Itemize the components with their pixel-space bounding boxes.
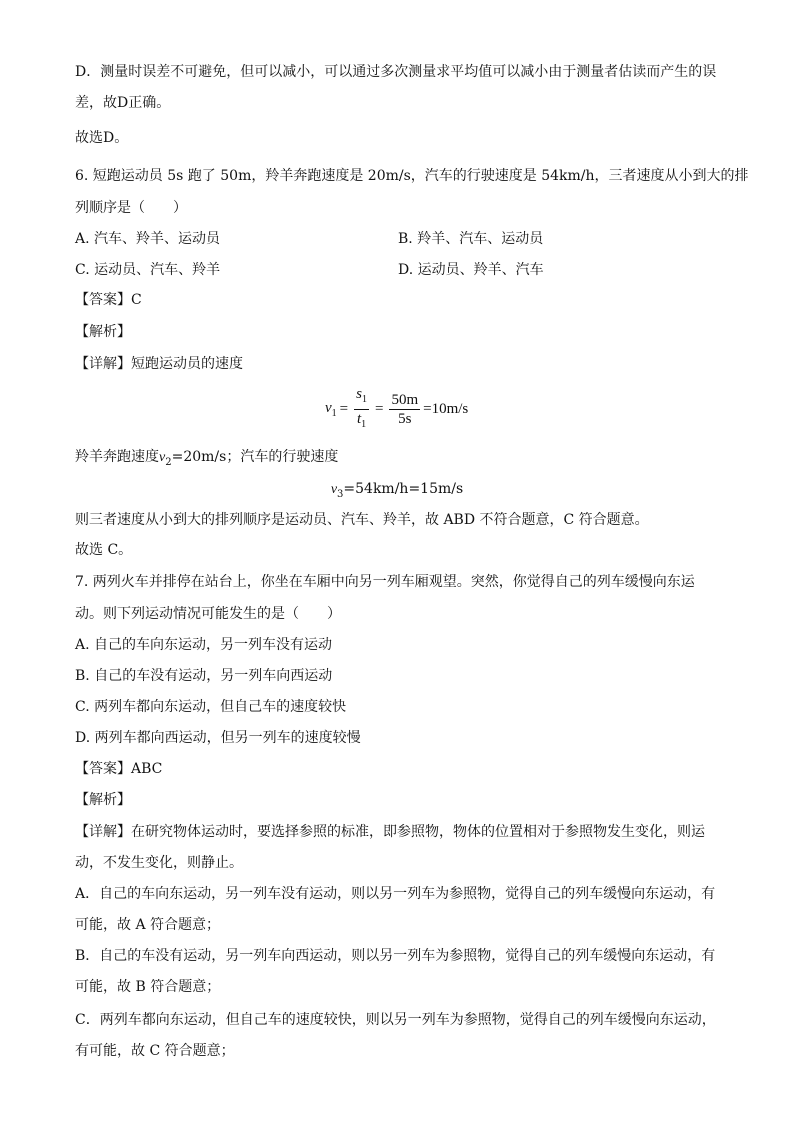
explanation-b: B．自己的车没有运动，另一列车向西运动，则以另一列车为参照物，觉得自己的列车缓慢向东运动，有: [75, 948, 716, 964]
question-6-stem: 6. 短跑运动员 5s 跑了 50m，羚羊奔跑速度是 20m/s，汽车的行驶速度是 54km/h，三者速度从小到大的排: [75, 168, 749, 184]
option-c: C. 运动员、汽车、羚羊: [75, 262, 221, 278]
option-c: C. 两列车都向东运动，但自己车的速度较快: [75, 699, 347, 715]
question-6-stem: 列顺序是（ ）: [75, 200, 187, 216]
formula-result: =10m/s: [423, 400, 469, 417]
detail-text: 【详解】在研究物体运动时，要选择参照的标准，即参照物，物体的位置相对于参照物发生变化，则运: [75, 824, 705, 840]
text-line: 故选D。: [75, 130, 129, 146]
option-b: B. 自己的车没有运动，另一列车向西运动: [75, 668, 333, 684]
option-a: A. 汽车、羚羊、运动员: [75, 231, 221, 247]
explanation-c: C．两列车都向东运动，但自己车的速度较快，则以另一列车为参照物，觉得自己的列车缓慢向东运动，: [75, 1012, 716, 1028]
explanation-b: 可能，故 B 符合题意；: [75, 979, 221, 995]
option-a: A. 自己的车向东运动，另一列车没有运动: [75, 637, 333, 653]
detail-text: 动，不发生变化，则静止。: [75, 855, 243, 871]
formula-lhs: $v_1$: [325, 399, 337, 419]
question-7-stem: 7. 两列火车并排停在站台上，你坐在车厢中向另一列车厢观望。突然，你觉得自己的列车缓慢向东运: [75, 574, 695, 590]
analysis-label: 【解析】: [75, 324, 131, 340]
text-line: 差，故D正确。: [75, 95, 171, 111]
explanation-a: A．自己的车向东运动，另一列车没有运动，则以另一列车为参照物，觉得自己的列车缓慢向东运动，有: [75, 886, 716, 902]
option-d: D. 运动员、羚羊、汽车: [398, 262, 544, 278]
equals-sign: =: [374, 400, 384, 417]
question-7-stem: 动。则下列运动情况可能发生的是（ ）: [75, 606, 341, 622]
text-line: D．测量时误差不可避免，但可以减小，可以通过多次测量求平均值可以减小由于测量者估读而产生的误: [75, 64, 717, 80]
text-line: 羚羊奔跑速度$v_2=20m/s$；汽车的行驶速度: [75, 449, 339, 468]
explanation-c: 有可能，故 C 符合题意；: [75, 1043, 235, 1059]
answer-label: 【答案】C: [75, 292, 142, 308]
detail-text: 【详解】短跑运动员的速度: [75, 356, 243, 372]
velocity-formula: [325, 386, 468, 432]
option-d: D. 两列车都向西运动，但另一列车的速度较慢: [75, 730, 361, 746]
equals-sign: =: [339, 400, 349, 417]
analysis-label: 【解析】: [75, 792, 131, 808]
equation-v3: $v_3=54km/h=15m/s$: [330, 481, 464, 500]
text-line: 则三者速度从小到大的排列顺序是运动员、汽车、羚羊，故 ABD 不符合题意，C 符合题意。: [75, 512, 649, 528]
option-b: B. 羚羊、汽车、运动员: [398, 231, 544, 247]
fraction-values: $\frac{50m}{5s}$: [391, 391, 419, 427]
explanation-a: 可能，故 A 符合题意；: [75, 917, 221, 933]
text-line: 故选 C。: [75, 542, 133, 558]
fraction-s-over-t: $\frac{s_1}{t_1}$: [356, 385, 367, 430]
answer-label: 【答案】ABC: [75, 761, 163, 777]
